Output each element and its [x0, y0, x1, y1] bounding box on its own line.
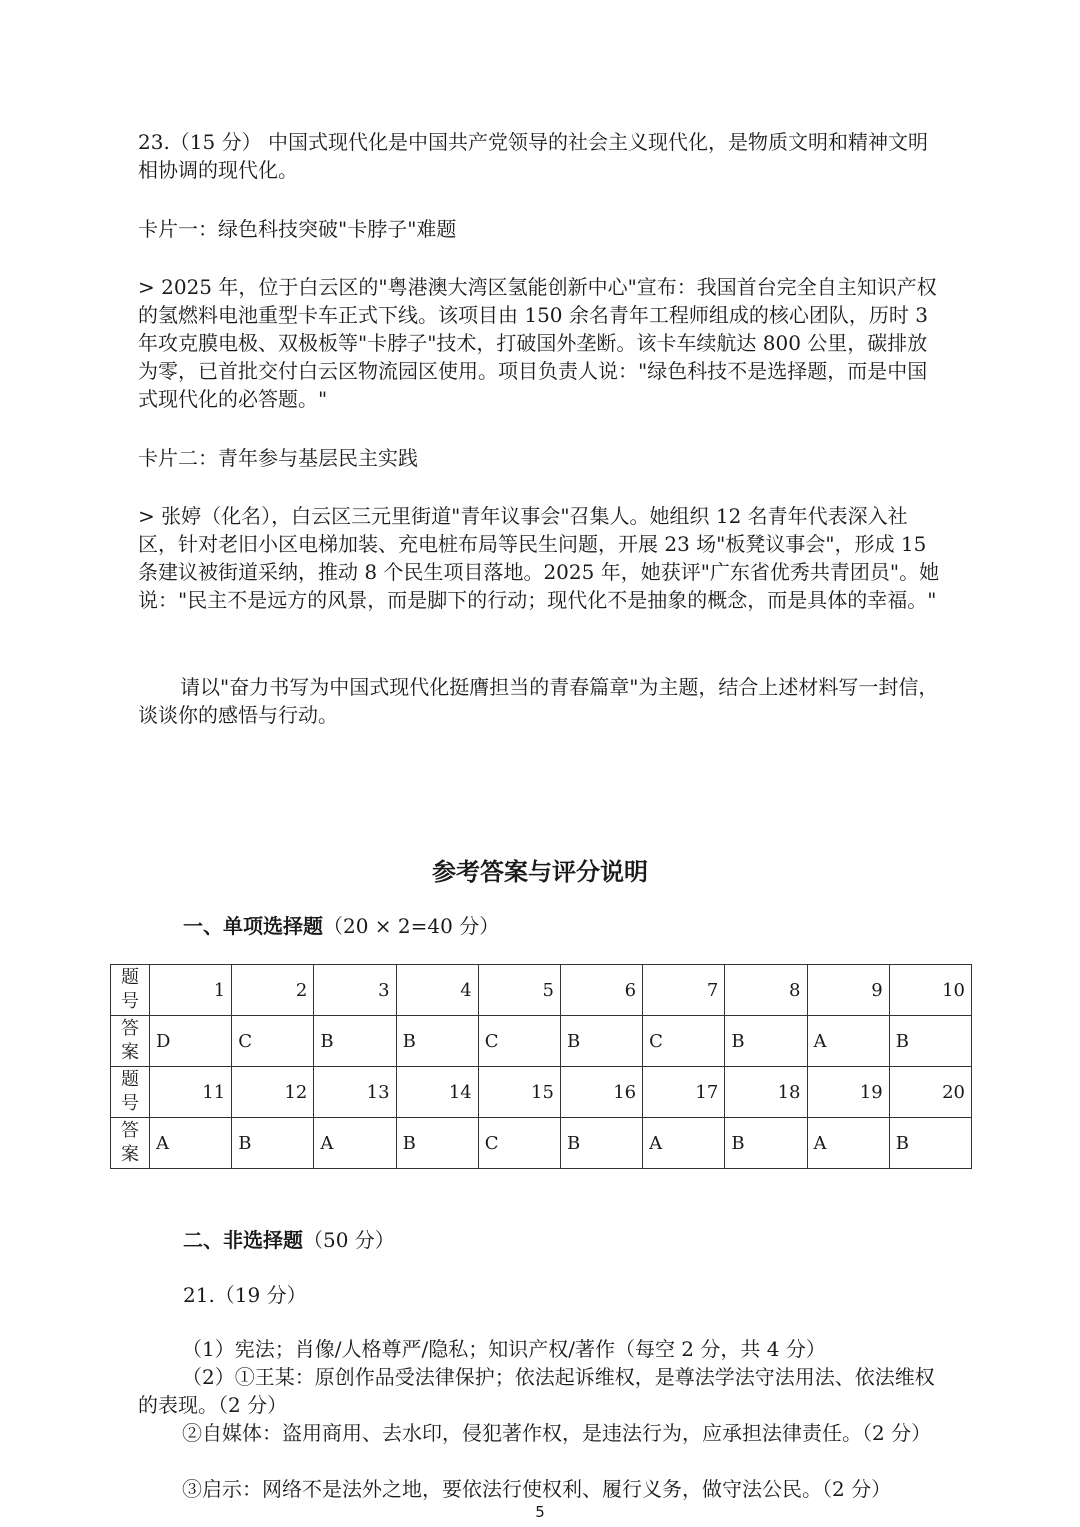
question-number-cell: 1 — [150, 965, 232, 1016]
question-number-cell: 17 — [643, 1067, 725, 1118]
answer-cell: B — [725, 1016, 807, 1067]
q21-part2c: ③启示：网络不是法外之地，要依法行使权利、履行义务，做守法公民。（2 分） — [182, 1477, 892, 1501]
row-label: 题号 — [111, 1067, 150, 1118]
table-row — [111, 965, 972, 1016]
question-number-cell: 13 — [314, 1067, 396, 1118]
table-row — [111, 1067, 972, 1118]
section1-score: （20 × 2=40 分） — [323, 914, 500, 938]
answer-cell: A — [807, 1016, 889, 1067]
answer-cell: B — [889, 1118, 971, 1169]
answer-cell: B — [314, 1016, 396, 1067]
question-number-cell: 3 — [314, 965, 396, 1016]
table-row — [111, 1118, 972, 1169]
page-number: 5 — [535, 1503, 545, 1521]
row-label: 答案 — [111, 1016, 150, 1067]
question-number-cell: 12 — [232, 1067, 314, 1118]
question-prompt: 请以"奋力书写为中国式现代化挺膺担当的青春篇章"为主题，结合上述材料写一封信，谈谈你的感悟与行动。 — [138, 675, 939, 727]
question-number-cell: 8 — [725, 965, 807, 1016]
answer-cell: A — [314, 1118, 396, 1169]
answer-table — [110, 964, 972, 1169]
answers-title: 参考答案与评分说明 — [432, 858, 648, 886]
question-number-cell: 6 — [560, 965, 642, 1016]
row-label: 答案 — [111, 1118, 150, 1169]
answer-cell: B — [232, 1118, 314, 1169]
answer-cell: B — [560, 1118, 642, 1169]
section2-heading — [183, 1226, 395, 1254]
q21-header: 21.（19 分） — [183, 1283, 307, 1307]
question-number-cell: 15 — [478, 1067, 560, 1118]
answer-cell: A — [150, 1118, 232, 1169]
row-label: 题号 — [111, 965, 150, 1016]
question-number-cell: 10 — [889, 965, 971, 1016]
answer-cell: B — [396, 1016, 478, 1067]
question-number-cell: 2 — [232, 965, 314, 1016]
answer-cell: A — [643, 1118, 725, 1169]
table-row — [111, 1016, 972, 1067]
q21-part2a: （2）①王某：原创作品受法律保护；依法起诉维权，是尊法学法守法用法、依法维权的表现。（2 分） — [138, 1365, 935, 1417]
question-number-cell: 19 — [807, 1067, 889, 1118]
question-number-cell: 7 — [643, 965, 725, 1016]
card2-body: > 张婷（化名），白云区三元里街道"青年议事会"召集人。她组织 12 名青年代表深入社区，针对老旧小区电梯加装、充电桩布局等民生问题，开展 23 场"板凳议事会"，形成 15 条建议被街道采纳，推动 8 个民生项目落地。2025 年，她获评"广东省优秀共青团员"。她说："民主不是远方的风景，而是脚下的行动；现代化不是抽象的概念，而是具体的幸福。" — [138, 504, 940, 612]
answer-cell: C — [643, 1016, 725, 1067]
section2-score: （50 分） — [303, 1228, 395, 1252]
question-number-cell: 18 — [725, 1067, 807, 1118]
q21-part1: （1）宪法；肖像/人格尊严/隐私；知识产权/著作（每空 2 分，共 4 分） — [182, 1337, 826, 1361]
answer-cell: B — [396, 1118, 478, 1169]
question-number-cell: 5 — [478, 965, 560, 1016]
answer-cell: C — [478, 1118, 560, 1169]
section1-title: 一、单项选择题 — [183, 914, 323, 938]
question-number-cell: 11 — [150, 1067, 232, 1118]
section1-heading — [183, 912, 499, 940]
card2-title: 卡片二：青年参与基层民主实践 — [138, 446, 418, 470]
answer-cell: B — [725, 1118, 807, 1169]
answer-cell: B — [560, 1016, 642, 1067]
q21-part2b: ②自媒体：盗用商用、去水印，侵犯著作权，是违法行为，应承担法律责任。（2 分） — [182, 1421, 932, 1445]
card1-body: > 2025 年，位于白云区的"粤港澳大湾区氢能创新中心"宣布：我国首台完全自主知识产权的氢燃料电池重型卡车正式下线。该项目由 150 余名青年工程师组成的核心团队，历时 3 年攻克膜电极、双极板等"卡脖子"技术，打破国外垄断。该卡车续航达 800 公里，碳排放为零，已首批交付白云区物流园区使用。项目负责人说："绿色科技不是选择题，而是中国式现代化的必答题。" — [138, 275, 937, 411]
question-number-cell: 16 — [560, 1067, 642, 1118]
answer-cell: A — [807, 1118, 889, 1169]
card1-title: 卡片一：绿色科技突破"卡脖子"难题 — [138, 217, 457, 241]
question-number-cell: 20 — [889, 1067, 971, 1118]
answer-cell: D — [150, 1016, 232, 1067]
question-number-cell: 14 — [396, 1067, 478, 1118]
answer-cell: C — [232, 1016, 314, 1067]
answer-cell: B — [889, 1016, 971, 1067]
question-number-cell: 4 — [396, 965, 478, 1016]
question-number-cell: 9 — [807, 965, 889, 1016]
question-intro: 23.（15 分） 中国式现代化是中国共产党领导的社会主义现代化，是物质文明和精神文明相协调的现代化。 — [138, 130, 928, 182]
answer-cell: C — [478, 1016, 560, 1067]
section2-title: 二、非选择题 — [183, 1228, 303, 1252]
